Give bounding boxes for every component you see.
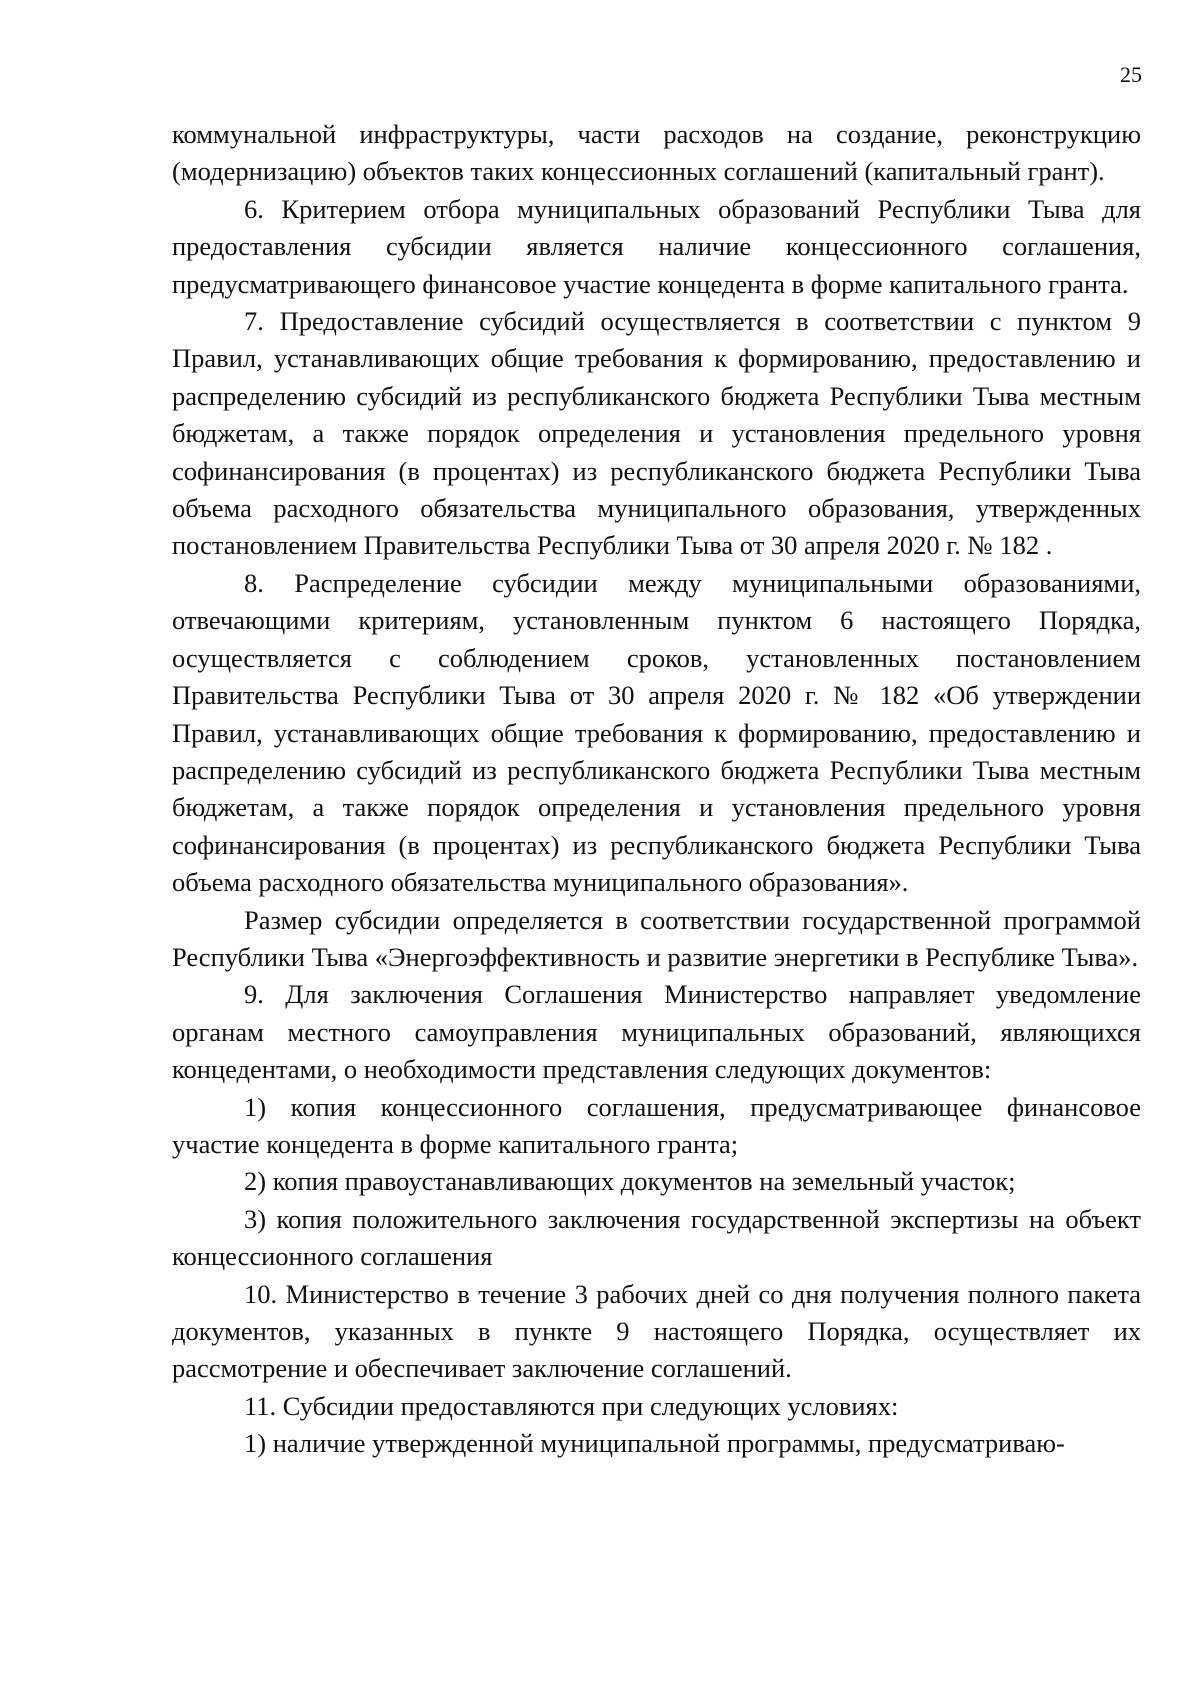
paragraph-subsidy-size: Размер субсидии определяется в соответствии государственной программой Республики Тыва «Энергоэффективность и развитие энергетики в Республике Тыва». bbox=[172, 904, 1141, 972]
list-item-9-2: 2) копия правоустанавливающих документов на земельный участок; bbox=[244, 1166, 1016, 1197]
paragraph-continuation: коммунальной инфраструктуры, части расходов на создание, реконструкцию (модернизацию) объектов таких концессионных соглашений (капитальный грант). bbox=[172, 119, 1141, 187]
list-item-11-1: 1) наличие утвержденной муниципальной программы, предусматриваю- bbox=[244, 1428, 1065, 1459]
list-item-9-1: 1) копия концессионного соглашения, предусматривающее финансовое участие концедента в форме капитального гранта; bbox=[172, 1091, 1141, 1159]
paragraph-item-7: 7. Предоставление субсидий осуществляется в соответствии с пунктом 9 Правил, устанавливающих общие требования к формированию, предоставлению и распределению субсидий из республиканского бюджета Республики Тыва местным бюджетам, а также порядок определения и установления предельного уровня софинансирования (в процентах) из республиканского бюджета Республики Тыва объема расходного обязательства муниципального образования, утвержденных постановлением Правительства Республики Тыва от 30 апреля 2020 г. № 182 . bbox=[172, 306, 1141, 561]
page-number: 25 bbox=[1120, 62, 1142, 87]
paragraph-item-11: 11. Субсидии предоставляются при следующих условиях: bbox=[244, 1390, 899, 1421]
document-body bbox=[172, 116, 1141, 1463]
paragraph-item-6: 6. Критерием отбора муниципальных образований Республики Тыва для предоставления субсидии является наличие концессионного соглашения, предусматривающего финансовое участие концедента в форме капитального гранта. bbox=[172, 193, 1141, 299]
paragraph-item-10: 10. Министерство в течение 3 рабочих дней со дня получения полного пакета документов, указанных в пункте 9 настоящего Порядка, осуществляет их рассмотрение и обеспечивает заключение соглашений. bbox=[172, 1278, 1141, 1384]
paragraph-item-8: 8. Распределение субсидии между муниципальными образованиями, отвечающими критериям, установленным пунктом 6 настоящего Порядка, осуществляется с соблюдением сроков, установленных постановлением Правительства Республики Тыва от 30 апреля 2020 г. № 182 «Об утверждении Правил, устанавливающих общие требования к формированию, предоставлению и распределению субсидий из республиканского бюджета Республики Тыва местным бюджетам, а также порядок определения и установления предельного уровня софинансирования (в процентах) из республиканского бюджета Республики Тыва объема расходного обязательства муниципального образования». bbox=[172, 567, 1141, 898]
paragraph-item-9: 9. Для заключения Соглашения Министерство направляет уведомление органам местного самоуправления муниципальных образований, являющихся концедентами, о необходимости представления следующих документов: bbox=[172, 979, 1141, 1085]
list-item-9-3: 3) копия положительного заключения государственной экспертизы на объект концессионного соглашения bbox=[172, 1203, 1141, 1272]
